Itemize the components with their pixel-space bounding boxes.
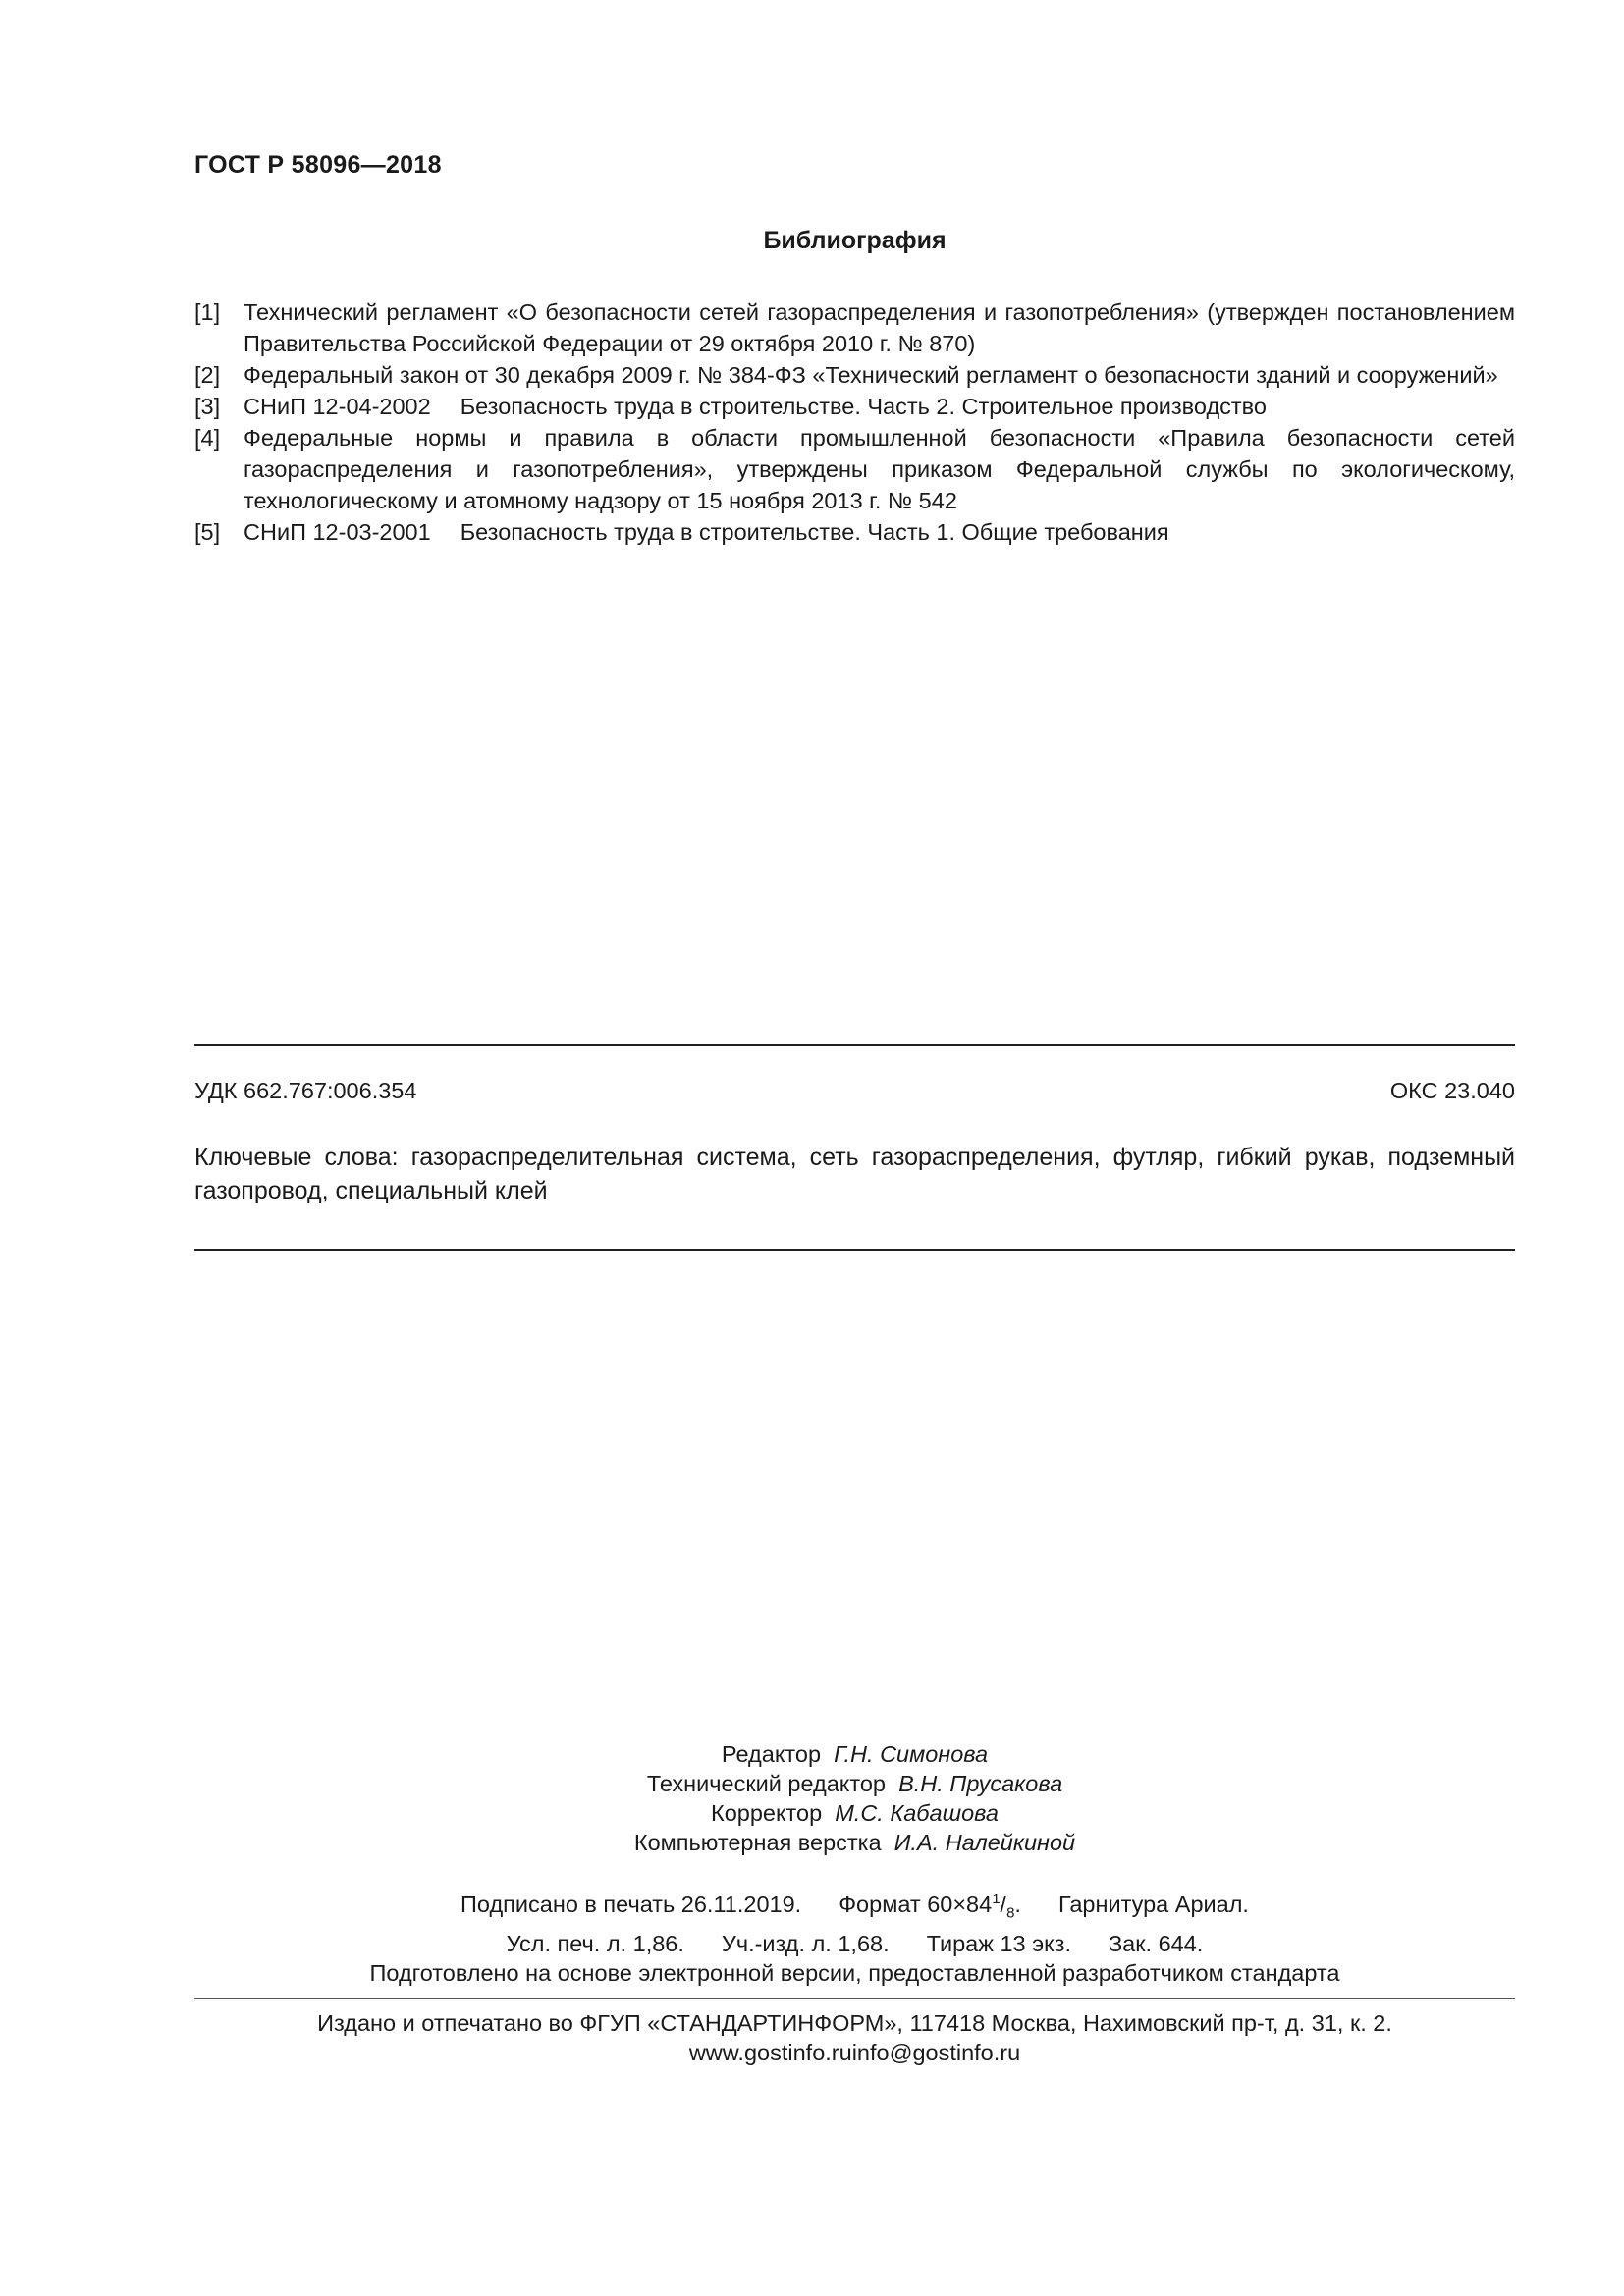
document-code: ГОСТ Р 58096—2018 [194,151,442,179]
imprint-line-1 [194,1885,1515,1929]
bibliography-item-code: СНиП 12-03-2001 [244,519,431,545]
udk-code: УДК 662.767:006.354 [194,1078,417,1103]
bibliography-item-2 [194,359,1515,391]
imprint-typeface: Гарнитура Ариал. [1057,1891,1249,1917]
credit-role: Редактор [721,1741,822,1767]
credits-block [194,1739,1515,1857]
bibliography-item-1 [194,296,1515,359]
bibliography-list [194,296,1515,548]
credit-layout [194,1828,1515,1857]
credit-role: Компьютерная верстка [633,1830,882,1855]
bibliography-item-5 [194,516,1515,548]
bibliography-item-number: [5] [194,519,221,545]
bibliography-item-text: Безопасность труда в строительстве. Часть 1. Общие требования [460,519,1169,545]
top-divider [194,1044,1515,1046]
credit-editor [194,1739,1515,1769]
publisher-email[interactable]: info@gostinfo.ru [851,2040,1021,2065]
credit-proofreader [194,1798,1515,1828]
imprint-signed: Подписано в печать 26.11.2019. [460,1891,802,1917]
format-suffix: . [1014,1891,1021,1917]
publisher-line: Издано и отпечатано во ФГУП «СТАНДАРТИНФОРМ», 117418 Москва, Нахимовский пр-т, д. 31, к. 2. [317,2010,1392,2036]
bibliography-title: Библиография [763,227,947,254]
bibliography-item-body [244,391,1515,422]
bibliography-item-text: Безопасность труда в строительстве. Часть 2. Строительное производство [460,394,1267,419]
bibliography-item-text: Федеральные нормы и правила в области промышленной безопасности «Правила безопасности сетей газораспределения и газопотребления», утверждены приказом Федеральной службы по экологическому, технологическому и атомному надзору от 15 ноября 2013 г. № 542 [244,425,1515,513]
format-prefix: Формат 60×84 [839,1891,993,1917]
format-slash: / [1000,1891,1007,1917]
bibliography-item-text: Технический регламент «О безопасности сетей газораспределения и газопотребления» (утвержден постановлением Правительства Российской Федерации от 29 октября 2010 г. № 870) [244,299,1515,356]
keywords: Ключевые слова: газораспределительная система, сеть газораспределения, футляр, гибкий рукав, подземный газопровод, специальный клей [194,1144,1515,1204]
credit-role: Технический редактор [646,1771,886,1796]
imprint-line-2 [194,1929,1515,1958]
imprint-order: Зак. 644. [1108,1930,1204,1956]
bibliography-item-number: [4] [194,425,221,451]
imprint-prepared: Подготовлено на основе электронной версии, предоставленной разработчиком стандарта [369,1959,1340,1986]
credit-name: М.С. Кабашова [835,1800,999,1826]
bibliography-item-body [244,516,1515,548]
bottom-divider [194,1249,1515,1251]
credit-role: Корректор [711,1800,823,1826]
credit-name: Г.Н. Симонова [834,1741,989,1767]
bibliography-item-3 [194,391,1515,422]
imprint-pub-sheets: Уч.-изд. л. 1,68. [721,1930,890,1956]
bibliography-item-number: [3] [194,394,221,419]
publisher-contacts [194,2038,1515,2067]
credit-tech-editor [194,1769,1515,1798]
imprint-format [839,1891,1021,1922]
bibliography-item-text: Федеральный закон от 30 декабря 2009 г. № 384-ФЗ «Технический регламент о безопасности зданий и сооружений» [244,362,1498,388]
bibliography-item-4 [194,422,1515,516]
oks-code: ОКС 23.040 [1389,1078,1515,1103]
publisher-block [194,2008,1515,2067]
imprint-block [194,1885,1515,1988]
format-sup: 1 [992,1891,1001,1907]
imprint-circulation: Тираж 13 экз. [926,1930,1071,1956]
credit-name: В.Н. Прусакова [898,1771,1063,1796]
bibliography-item-code: СНиП 12-04-2002 [244,394,431,419]
credit-name: И.А. Налейкиной [893,1830,1076,1855]
publisher-divider [194,1998,1515,1999]
publisher-website[interactable]: www.gostinfo.ru [688,2040,852,2065]
format-sub: 8 [1006,1904,1015,1922]
imprint-print-sheets: Усл. печ. л. 1,86. [506,1930,684,1956]
bibliography-item-number: [2] [194,362,221,388]
bibliography-item-number: [1] [194,299,221,325]
